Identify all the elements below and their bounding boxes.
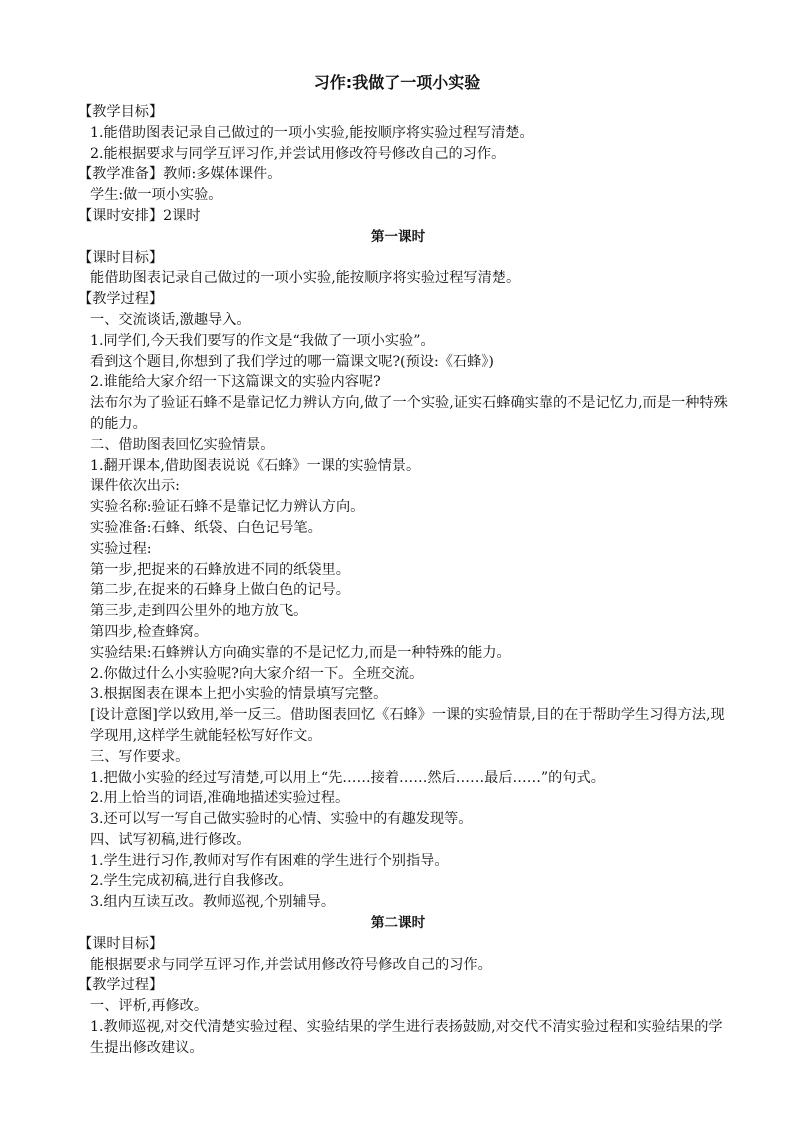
section-heading: 【教学目标】	[78, 104, 164, 120]
paragraph: 2.学生完成初稿,进行自我修改。	[90, 873, 293, 890]
document-title: 习作:我做了一项小实验	[313, 73, 481, 92]
paragraph: 实验准备:石蜂、纸袋、白色记号笔。	[90, 519, 322, 536]
paragraph: 一、交流谈话,激趣导入。	[90, 311, 251, 328]
paragraph: 法布尔为了验证石蜂不是靠记忆力辨认方向,做了一个实验,证实石蜂确实靠的不是记忆力,而是一种特殊的能力。	[90, 395, 728, 432]
paragraph: 第四步,检查蜂窝。	[90, 623, 209, 640]
paragraph: 1.能借助图表记录自己做过的一项小实验,能按顺序将实验过程写清楚。	[90, 124, 534, 141]
paragraph: 一、评析,再修改。	[90, 998, 209, 1015]
design-intent-paragraph: [设计意图]学以致用,举一反三。借助图表回忆《石蜂》一课的实验情景,目的在于帮助学生习得方法,现学现用,这样学生就能轻松写好作文。	[90, 707, 725, 744]
paragraph: 3.根据图表在课本上把小实验的情景填写完整。	[90, 686, 388, 703]
lesson-heading: 第二课时	[370, 915, 426, 932]
paragraph: 1.同学们,今天我们要写的作文是“我做了一项小实验”。	[90, 332, 435, 349]
paragraph: 四、试写初稿,进行修改。	[90, 831, 251, 848]
paragraph: 第二步,在捉来的石蜂身上做白色的记号。	[90, 582, 350, 599]
paragraph: 第三步,走到四公里外的地方放飞。	[90, 603, 308, 620]
paragraph: 2.用上恰当的词语,准确地描述实验过程。	[90, 790, 350, 807]
paragraph: 三、写作要求。	[90, 748, 190, 765]
paragraph: 2.谁能给大家介绍一下这篇课文的实验内容呢?	[90, 374, 381, 391]
section-heading: 【课时目标】	[78, 249, 164, 266]
paragraph: 能根据要求与同学互评习作,并尝试用修改符号修改自己的习作。	[90, 956, 492, 973]
paragraph: 3.组内互读互改。教师巡视,个别辅导。	[90, 894, 336, 911]
paragraph: 二、借助图表回忆实验情景。	[90, 436, 275, 453]
paragraph: 2.你做过什么小实验呢?向大家介绍一下。全班交流。	[90, 665, 424, 682]
paragraph: 实验过程:	[90, 540, 152, 557]
paragraph: 学生:做一项小实验。	[90, 187, 223, 204]
paragraph: 3.还可以写一写自己做实验时的心情、实验中的有趣发现等。	[90, 811, 473, 828]
paragraph: 2.能根据要求与同学互评习作,并尝试用修改符号修改自己的习作。	[90, 145, 506, 162]
section-heading: 【教学过程】	[78, 977, 164, 994]
document-body	[60, 102, 736, 1059]
section-heading: 【课时目标】	[78, 935, 164, 952]
paragraph: 1.教师巡视,对交代清楚实验过程、实验结果的学生进行表扬鼓励,对交代不清实验过程和实验结果的学生提出修改建议。	[90, 1019, 723, 1056]
paragraph: 实验名称:验证石蜂不是靠记忆力辨认方向。	[90, 499, 365, 516]
paragraph: 1.学生进行习作,教师对写作有困难的学生进行个别指导。	[90, 852, 449, 869]
paragraph: 看到这个题目,你想到了我们学过的哪一篇课文呢?(预设:《石蜂》)	[90, 353, 494, 370]
paragraph: 第一步,把捉来的石蜂放进不同的纸袋里。	[90, 561, 350, 578]
section-heading: 【教学准备】教师:多媒体课件。	[78, 166, 282, 183]
section-heading: 【课时安排】2课时	[78, 207, 201, 224]
paragraph: 1.翻开课本,借助图表说说《石蜂》一课的实验情景。	[90, 457, 421, 474]
section-heading: 【教学过程】	[78, 291, 164, 308]
paragraph: 1.把做小实验的经过写清楚,可以用上“先……接着……然后……最后……”的句式。	[90, 769, 605, 786]
paragraph: 能借助图表记录自己做过的一项小实验,能按顺序将实验过程写清楚。	[90, 270, 521, 287]
paragraph: 课件依次出示:	[90, 478, 180, 495]
paragraph: 实验结果:石蜂辨认方向确实靠的不是记忆力,而是一种特殊的能力。	[90, 644, 511, 661]
lesson-heading: 第一课时	[370, 228, 426, 245]
